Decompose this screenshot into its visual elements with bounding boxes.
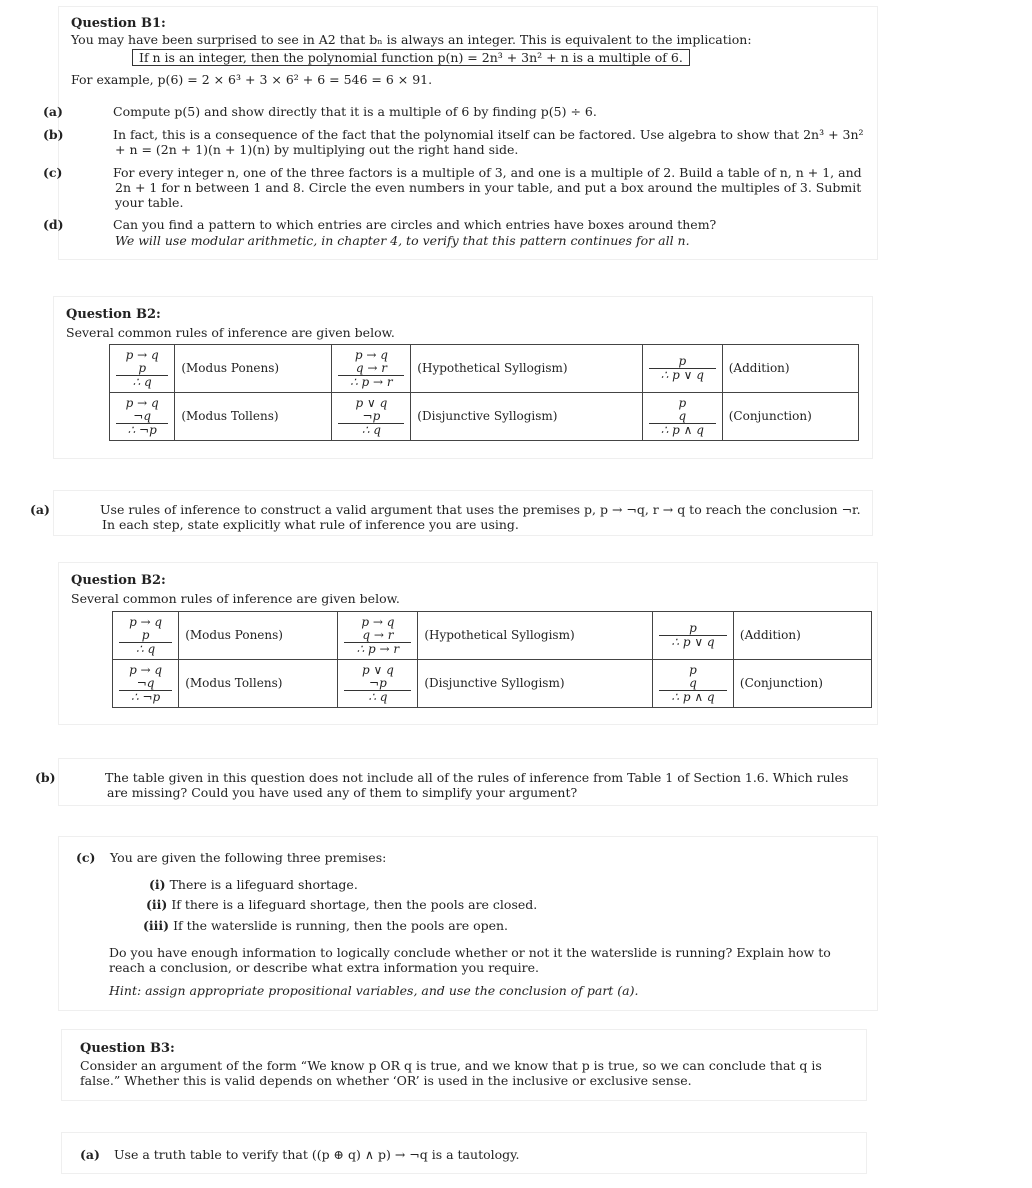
rule-premises: p ∨ q ¬p ∴ q	[338, 660, 418, 708]
rule-premises: p → q ¬q ∴ ¬p	[110, 393, 175, 441]
rule-premises: p → q p ∴ q	[110, 345, 175, 393]
question-b1-card	[43, 6, 878, 260]
part-text: Use rules of inference to construct a valid argument that uses the premises p, p → ¬q, r → q to reach the conclusion ¬r. In each step, state explicitly what rule of inference you are using.	[100, 502, 861, 532]
part-label: (a)	[80, 1147, 100, 1162]
premise-number: (iii)	[143, 918, 170, 933]
question-b3-card	[61, 1029, 867, 1101]
question-b1-intro: You may have been surprised to see in A2 that bₙ is always an integer. This is equivalent to the implication:	[71, 32, 752, 47]
question-b2-intro: Several common rules of inference are given below.	[66, 325, 395, 340]
rules-row	[113, 612, 872, 660]
rule-premises: p q ∴ p ∧ q	[642, 393, 722, 441]
rule-name: (Modus Tollens)	[175, 393, 332, 441]
question-b2-title: Question B2:	[71, 573, 166, 588]
question-b1-title: Question B1:	[71, 16, 166, 31]
part-text: For every integer n, one of the three factors is a multiple of 3, and one is a multiple of 2. Build a table of n, n + 1, and 2n + 1 for n between 1 and 8. Circle the even numbers in your table, and put a box around the multiples of 3. Submit your table.	[113, 165, 862, 210]
premise-item	[146, 897, 537, 912]
premise-item	[149, 877, 358, 892]
implication-box: If n is an integer, then the polynomial function p(n) = 2n³ + 3n² + n is a multiple of 6.	[132, 49, 690, 66]
rules-row	[110, 393, 859, 441]
rule-premises: p ∴ p ∨ q	[653, 612, 734, 660]
rule-premises: p → q q → r ∴ p → r	[332, 345, 411, 393]
question-b1-part-b	[43, 127, 869, 157]
question-b3-part-a	[80, 1147, 520, 1162]
question-b1-part-d	[43, 217, 869, 232]
inference-rules-table	[109, 344, 859, 441]
rule-name: (Disjunctive Syllogism)	[418, 660, 653, 708]
premise-text: There is a lifeguard shortage.	[169, 877, 358, 892]
rule-name: (Addition)	[722, 345, 858, 393]
part-label: (a)	[30, 502, 50, 517]
question-b2-intro: Several common rules of inference are given below.	[71, 591, 400, 606]
premise-item	[143, 918, 508, 933]
question-b1-part-a	[43, 104, 869, 119]
question-b3-intro: Consider an argument of the form “We know p OR q is true, and we know that p is true, so we can conclude that q is false.” Whether this is valid depends on whether ‘OR’ is used in the inclusive or exclusive sense.	[80, 1058, 822, 1088]
rule-name: (Modus Ponens)	[175, 345, 332, 393]
rule-premises: p → q ¬q ∴ ¬p	[113, 660, 179, 708]
question-b2-part-c	[76, 850, 386, 865]
part-label: (d)	[43, 217, 64, 232]
premise-text: If there is a lifeguard shortage, then the pools are closed.	[171, 897, 538, 912]
question-b1-part-c	[43, 165, 869, 210]
question-b2-part-a	[30, 502, 866, 532]
part-text: You are given the following three premises:	[110, 850, 387, 865]
premise-number: (i)	[149, 877, 166, 892]
rules-row	[113, 660, 872, 708]
rule-premises: p q ∴ p ∧ q	[653, 660, 734, 708]
rule-name: (Disjunctive Syllogism)	[411, 393, 643, 441]
question-b2-part-b-card	[35, 758, 878, 806]
rule-name: (Conjunction)	[733, 660, 871, 708]
part-label: (c)	[43, 165, 63, 180]
example-text: For example, p(6) = 2 × 6³ + 3 × 6² + 6 = 546 = 6 × 91.	[71, 72, 433, 87]
rule-name: (Conjunction)	[722, 393, 858, 441]
question-b2-c-hint: Hint: assign appropriate propositional variables, and use the conclusion of part (a).	[109, 983, 639, 998]
rule-premises: p ∴ p ∨ q	[642, 345, 722, 393]
question-b2-part-c-card	[58, 836, 878, 1011]
rule-premises: p ∨ q ¬p ∴ q	[332, 393, 411, 441]
rule-name: (Hypothetical Syllogism)	[411, 345, 643, 393]
part-text: In fact, this is a consequence of the fact that the polynomial itself can be factored. Use algebra to show that 2n³ + 3n² + n = (2n + 1)(n + 1)(n) by multiplying out the right hand side.	[113, 127, 864, 157]
rule-name: (Hypothetical Syllogism)	[418, 612, 653, 660]
part-label: (b)	[35, 770, 56, 785]
premise-number: (ii)	[146, 897, 168, 912]
question-b3-title: Question B3:	[80, 1041, 175, 1056]
premise-text: If the waterslide is running, then the pools are open.	[173, 918, 509, 933]
question-b2-part-b	[35, 770, 871, 800]
question-b2-part-a-card	[30, 490, 873, 536]
part-text: Can you find a pattern to which entries are circles and which entries have boxes around them?	[113, 217, 717, 232]
part-label: (b)	[43, 127, 64, 142]
rule-name: (Addition)	[733, 612, 871, 660]
question-b1-note: We will use modular arithmetic, in chapter 4, to verify that this pattern continues for all n.	[115, 233, 690, 248]
question-b2-title: Question B2:	[66, 307, 161, 322]
inference-rules-table	[112, 611, 872, 708]
rule-premises: p → q q → r ∴ p → r	[338, 612, 418, 660]
question-b3-part-a-card	[61, 1132, 867, 1174]
part-text: Use a truth table to verify that ((p ⊕ q) ∧ p) → ¬q is a tautology.	[114, 1147, 520, 1162]
rule-premises: p → q p ∴ q	[113, 612, 179, 660]
rules-row	[110, 345, 859, 393]
part-text: The table given in this question does not include all of the rules of inference from Table 1 of Section 1.6. Which rules are missing? Could you have used any of them to simplify your argument?	[105, 770, 849, 800]
rule-name: (Modus Ponens)	[179, 612, 338, 660]
question-b2-card-repeat	[58, 562, 878, 725]
part-text: Compute p(5) and show directly that it is a multiple of 6 by finding p(5) ÷ 6.	[113, 104, 597, 119]
question-b2-c-question: Do you have enough information to logically conclude whether or not it the waterslide is running? Explain how to reach a conclusion, or describe what extra information you require.	[109, 945, 831, 975]
part-label: (c)	[76, 850, 96, 865]
rule-name: (Modus Tollens)	[179, 660, 338, 708]
question-b2-card	[53, 296, 873, 459]
part-label: (a)	[43, 104, 63, 119]
